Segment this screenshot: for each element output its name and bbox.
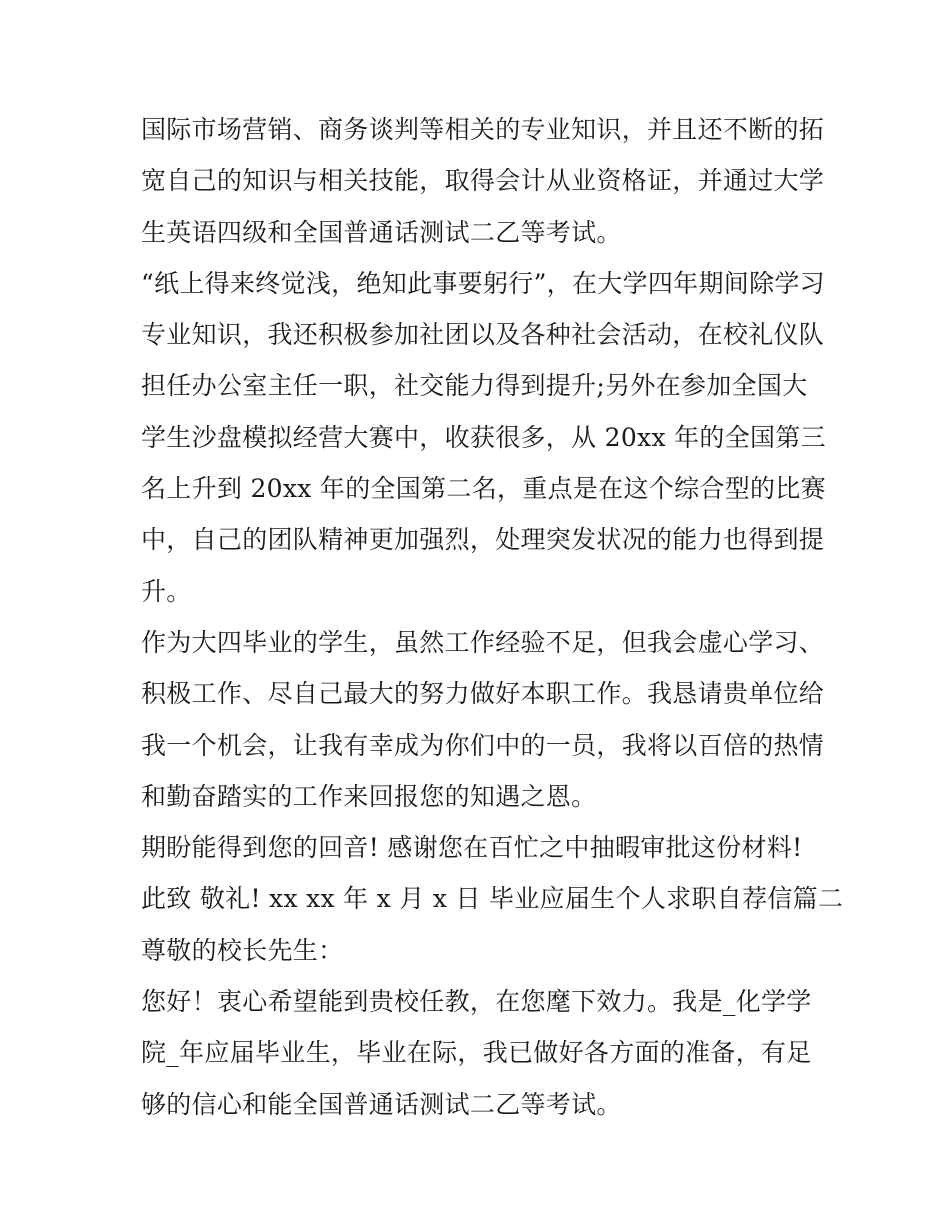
- text-line: 和勤奋踏实的工作来回报您的知遇之恩。: [141, 781, 597, 811]
- text-line: 够的信心和能全国普通话测试二乙等考试。: [141, 1089, 622, 1119]
- text-line: 作为大四毕业的学生，虽然工作经验不足，但我会虚心学习、: [141, 627, 825, 657]
- text-line: 我一个机会，让我有幸成为你们中的一员，我将以百倍的热情: [141, 730, 825, 760]
- text-line: 您好！衷心希望能到贵校任教，在您麾下效力。我是_化学学: [141, 987, 812, 1017]
- text-line: 此致 敬礼! xx xx 年 x 月 x 日 毕业应届生个人求职自荐信篇二: [141, 884, 844, 914]
- text-line: 学生沙盘模拟经营大赛中，收获很多，从 20xx 年的全国第三: [141, 422, 826, 452]
- text-line: 积极工作、尽自己最大的努力做好本职工作。我恳请贵单位给: [141, 679, 825, 709]
- text-line: 担任办公室主任一职，社交能力得到提升;另外在参加全国大: [141, 371, 808, 401]
- text-line: 期盼能得到您的回音! 感谢您在百忙之中抽暇审批这份材料!: [141, 833, 803, 863]
- text-line: 院_年应届毕业生，毕业在际，我已做好各方面的准备，有足: [141, 1038, 812, 1068]
- text-line: “纸上得来终觉浅，绝知此事要躬行”，在大学四年期间除学习: [141, 268, 825, 298]
- text-line: 中，自己的团队精神更加强烈，处理突发状况的能力也得到提: [141, 525, 825, 555]
- text-line: 名上升到 20xx 年的全国第二名，重点是在这个综合型的比赛: [141, 474, 826, 504]
- text-line: 升。: [141, 576, 192, 606]
- text-line: 尊敬的校长先生：: [141, 935, 344, 965]
- document-body: [141, 104, 844, 1130]
- text-line: 宽自己的知识与相关技能，取得会计从业资格证，并通过大学: [141, 166, 825, 196]
- text-line: 国际市场营销、商务谈判等相关的专业知识，并且还不断的拓: [141, 115, 825, 144]
- text-line: 专业知识，我还积极参加社团以及各种社会活动，在校礼仪队: [141, 320, 825, 350]
- text-line: 生英语四级和全国普通话测试二乙等考试。: [141, 217, 622, 247]
